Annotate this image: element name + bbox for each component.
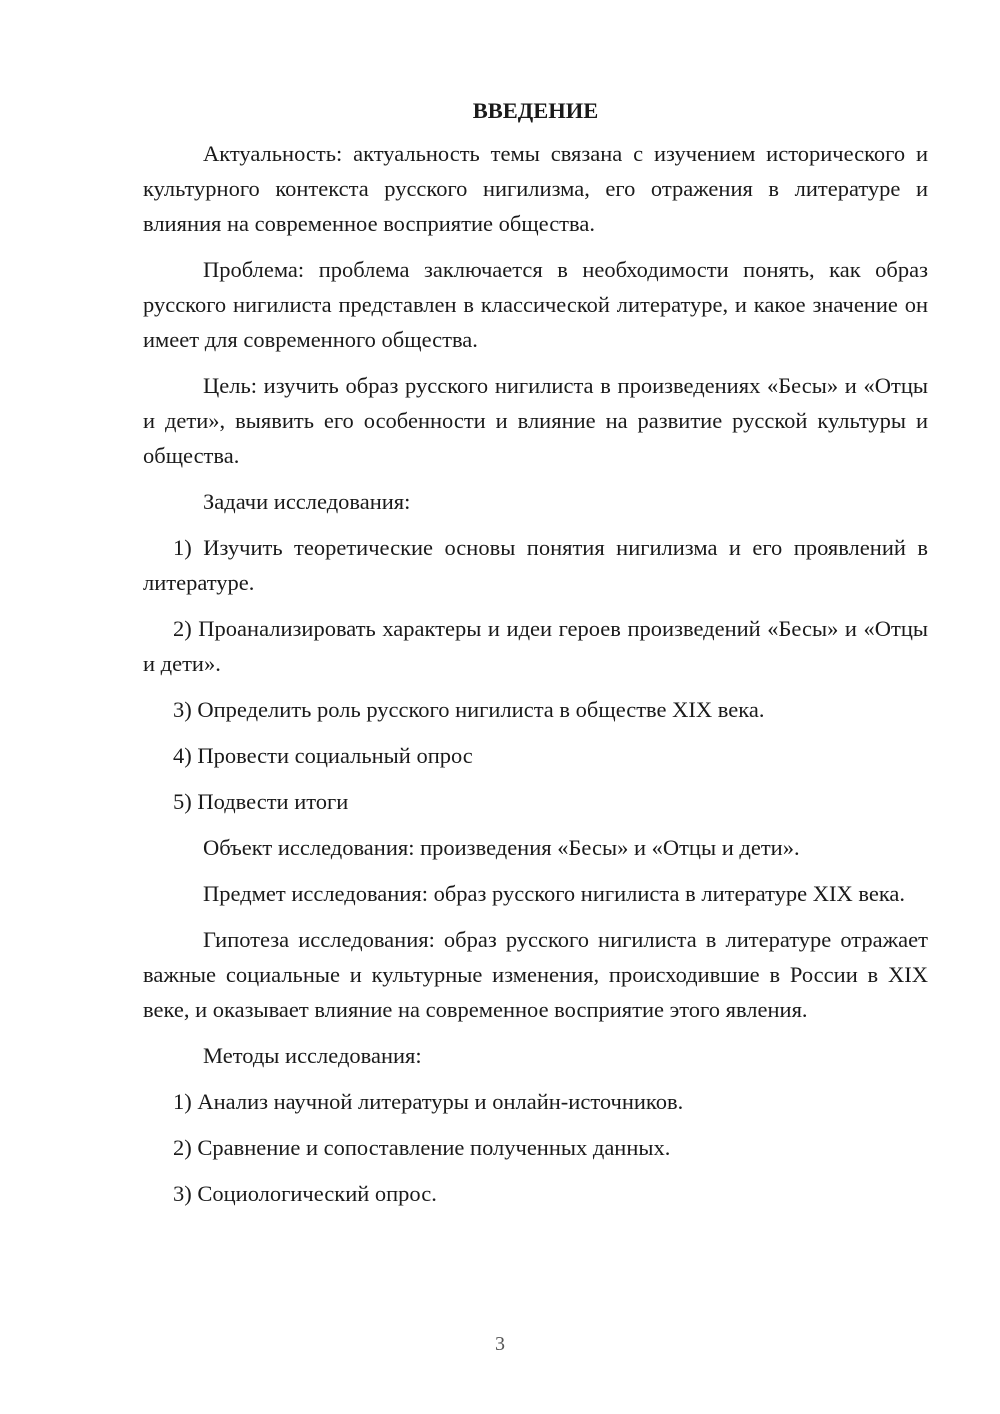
list-item-task-5: 5) Подвести итоги — [173, 789, 349, 814]
list-item-task-3: 3) Определить роль русского нигилиста в обществе XIX века. — [173, 697, 765, 722]
paragraph-tasks-heading: Задачи исследования: — [203, 489, 411, 514]
list-item-task-4: 4) Провести социальный опрос — [173, 743, 473, 768]
paragraph-goal: Цель: изучить образ русского нигилиста в произведениях «Бесы» и «Отцы и дети», выявить его особенности и влияние на развитие русской культуры и общества. — [143, 373, 928, 468]
paragraph-hypothesis: Гипотеза исследования: образ русского нигилиста в литературе отражает важные социальные и культурные изменения, происходившие в России в XIX веке, и оказывает влияние на современное восприятие этого явления. — [143, 927, 928, 1022]
list-item-method-1: 1) Анализ научной литературы и онлайн-источников. — [173, 1089, 684, 1114]
list-item-method-2: 2) Сравнение и сопоставление полученных данных. — [173, 1135, 671, 1160]
list-item-method-3: 3) Социологический опрос. — [173, 1181, 437, 1206]
paragraph-subject: Предмет исследования: образ русского нигилиста в литературе XIX века. — [203, 881, 906, 906]
list-item-task-2: 2) Проанализировать характеры и идеи героев произведений «Бесы» и «Отцы и дети». — [143, 616, 928, 676]
paragraph-object: Объект исследования: произведения «Бесы» и «Отцы и дети». — [203, 835, 800, 860]
paragraph-relevance: Актуальность: актуальность темы связана с изучением исторического и культурного контекста русского нигилизма, его отражения в литературе и влияния на современное восприятие общества. — [143, 141, 928, 236]
section-title: ВВЕДЕНИЕ — [472, 98, 599, 123]
paragraph-methods-heading: Методы исследования: — [203, 1043, 422, 1068]
list-item-task-1: 1) Изучить теоретические основы понятия нигилизма и его проявлений в литературе. — [143, 535, 928, 595]
document-page — [143, 96, 928, 1222]
page-number: 3 — [495, 1333, 505, 1355]
paragraph-problem: Проблема: проблема заключается в необходимости понять, как образ русского нигилиста представлен в классической литературе, и какое значение он имеет для современного общества. — [143, 257, 928, 352]
